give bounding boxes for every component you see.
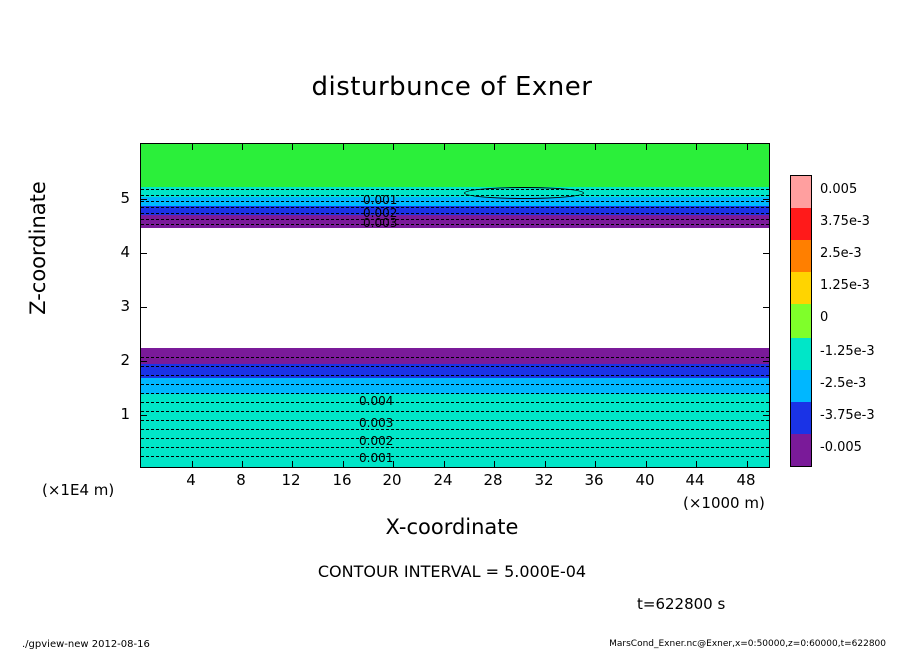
x-tick-top (545, 144, 546, 150)
x-tick (696, 461, 697, 467)
x-tick (444, 461, 445, 467)
y-tick-right (763, 307, 769, 308)
page-title: disturbunce of Exner (311, 72, 593, 102)
contour-label-lower-1: 0.003 (359, 416, 394, 430)
x-tick (343, 461, 344, 467)
lower-band-purple (141, 348, 769, 364)
contour-label-upper-0: 0.001 (363, 193, 398, 207)
x-tick-top (343, 144, 344, 150)
colorbar-label: -1.25e-3 (820, 344, 875, 359)
x-tick-label: 8 (236, 471, 246, 489)
middle-blank-region (141, 228, 769, 348)
y-tick-right (763, 415, 769, 416)
x-tick-label: 20 (382, 471, 402, 489)
y-tick-right (763, 253, 769, 254)
y-tick (141, 307, 147, 308)
y-axis-title: Z-coordinate (26, 181, 50, 315)
x-tick-top (192, 144, 193, 150)
contour-label-lower-0: 0.004 (359, 394, 394, 408)
x-tick (545, 461, 546, 467)
upper-band-lightblue (141, 197, 769, 206)
colorbar-segment-0 (791, 176, 811, 208)
colorbar-label: 2.5e-3 (820, 246, 862, 261)
x-tick-top (494, 144, 495, 150)
colorbar-label: 1.25e-3 (820, 278, 870, 293)
x-tick-label: 24 (433, 471, 453, 489)
y-tick (141, 253, 147, 254)
colorbar-label: 3.75e-3 (820, 214, 870, 229)
x-tick (242, 461, 243, 467)
colorbar-label: -0.005 (820, 440, 862, 455)
upper-green-layer (141, 144, 769, 187)
colorbar-segment-7 (791, 402, 811, 434)
x-tick (646, 461, 647, 467)
x-tick-label: 4 (186, 471, 196, 489)
x-tick (747, 461, 748, 467)
colorbar-segment-3 (791, 272, 811, 304)
y-tick-label: 1 (120, 405, 130, 423)
y-tick-right (763, 361, 769, 362)
x-tick (292, 461, 293, 467)
upper-band-purple (141, 215, 769, 228)
y-tick (141, 199, 147, 200)
x-tick-top (595, 144, 596, 150)
footer-left-text: ./gpview-new 2012-08-16 (22, 639, 150, 650)
y-tick-label: 3 (120, 297, 130, 315)
contour-label-lower-3: 0.001 (359, 451, 394, 465)
y-tick-label: 2 (120, 351, 130, 369)
x-tick-label: 36 (584, 471, 604, 489)
colorbar-label: 0.005 (820, 182, 858, 197)
x-tick (192, 461, 193, 467)
colorbar-segment-8 (791, 434, 811, 466)
contour-label-upper-1: 0.002 (363, 206, 398, 220)
x-tick-top (292, 144, 293, 150)
x-tick (393, 461, 394, 467)
x-tick-top (444, 144, 445, 150)
closed-contour-ellipse (464, 187, 584, 199)
upper-band-blue (141, 206, 769, 215)
upper-band-cyan (141, 187, 769, 197)
lower-band-cyan (141, 394, 769, 467)
x-tick (494, 461, 495, 467)
contour-interval-note: CONTOUR INTERVAL = 5.000E-04 (317, 562, 587, 581)
y-axis-unit: (×1E4 m) (42, 481, 115, 499)
contour-label-lower-2: 0.002 (359, 434, 394, 448)
colorbar-segment-6 (791, 370, 811, 402)
x-tick-top (747, 144, 748, 150)
time-label: t=622800 s (637, 595, 726, 613)
y-tick-label: 5 (120, 189, 130, 207)
x-tick-label: 28 (483, 471, 503, 489)
colorbar-label: 0 (820, 310, 829, 325)
x-tick-top (696, 144, 697, 150)
lower-band-lightblue (141, 378, 769, 394)
colorbar-segment-5 (791, 338, 811, 370)
lower-band-blue (141, 364, 769, 378)
x-tick-label: 16 (332, 471, 352, 489)
contour-label-upper-2: 0.003 (363, 216, 398, 230)
colorbar-label: -3.75e-3 (820, 408, 875, 423)
x-tick-top (646, 144, 647, 150)
footer-right-text: MarsCond_Exner.nc@Exner,x=0:50000,z=0:60000,t=622800 (609, 639, 886, 649)
colorbar-segment-4 (791, 304, 811, 338)
y-tick (141, 361, 147, 362)
colorbar-segment-2 (791, 240, 811, 272)
x-tick-label: 40 (635, 471, 655, 489)
y-tick (141, 415, 147, 416)
x-tick-label: 32 (534, 471, 554, 489)
x-axis-unit: (×1000 m) (683, 494, 765, 512)
colorbar (790, 175, 812, 467)
x-tick-label: 12 (281, 471, 301, 489)
x-axis-title: X-coordinate (385, 515, 519, 539)
y-tick-label: 4 (120, 243, 130, 261)
x-tick-top (393, 144, 394, 150)
x-tick-label: 44 (685, 471, 705, 489)
colorbar-label: -2.5e-3 (820, 376, 867, 391)
x-tick-top (242, 144, 243, 150)
colorbar-segment-1 (791, 208, 811, 240)
plot-area (140, 143, 770, 468)
x-tick-label: 48 (736, 471, 756, 489)
x-tick (595, 461, 596, 467)
y-tick-right (763, 199, 769, 200)
